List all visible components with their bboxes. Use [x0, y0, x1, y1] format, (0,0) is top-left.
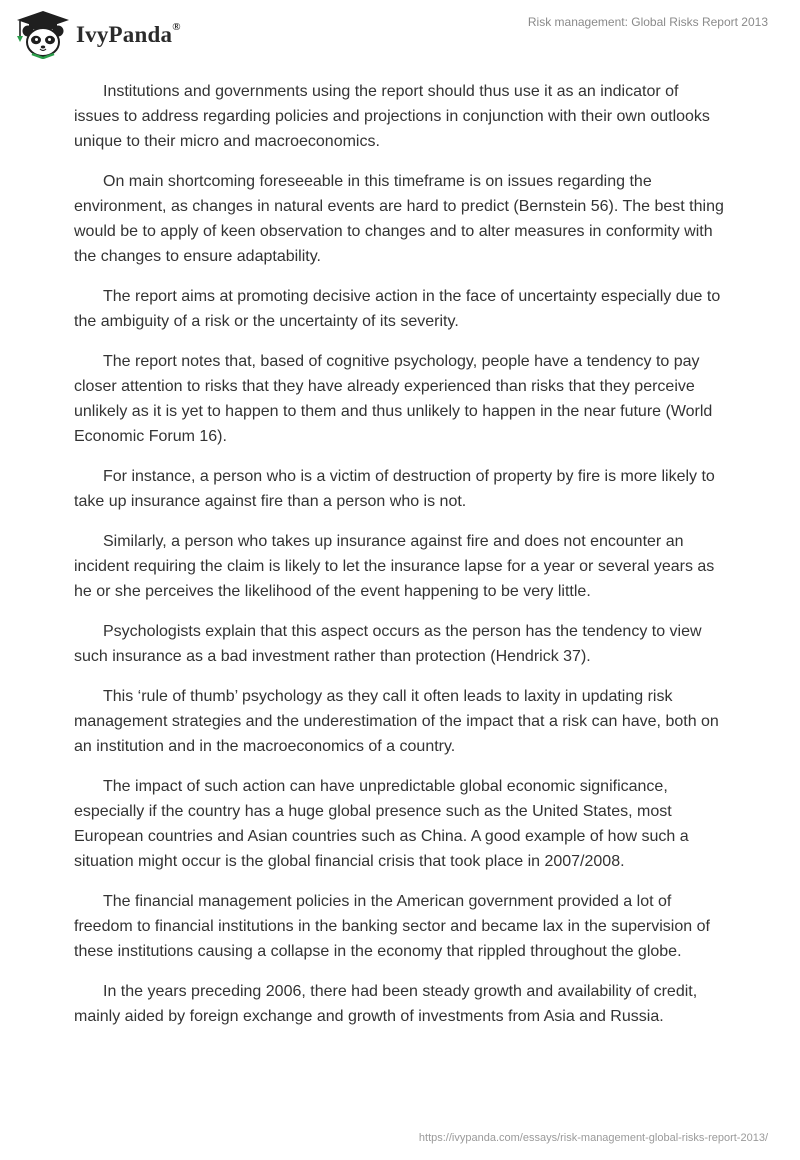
paragraph: The report notes that, based of cognitive psychology, people have a tendency to pay closer attention to risks that they have already experienced than risks that they perceive unlikely as it is yet to happen to them and thus unlikely to happen in the near future (World Economic Forum 16). [74, 353, 713, 445]
paragraph: The report aims at promoting decisive action in the face of uncertainty especially due to the ambiguity of a risk or the uncertainty of its severity. [74, 288, 721, 330]
document-title: Risk management: Global Risks Report 2013 [527, 15, 768, 29]
paragraph: In the years preceding 2006, there had been steady growth and availability of credit, mainly aided by foreign exchange and growth of investments from Asia and Russia. [74, 983, 698, 1025]
brand-name: IvyPanda® [76, 21, 181, 47]
paragraph: For instance, a person who is a victim of destruction of property by fire is more likely to take up insurance against fire than a person who is not. [74, 468, 715, 510]
brand-logo[interactable] [14, 9, 181, 59]
paragraph: The financial management policies in the American government provided a lot of freedom to financial institutions in the banking sector and became lax in the supervision of these institutions causing a collapse in the economy that rippled throughout the globe. [74, 893, 710, 960]
panda-graduate-icon [14, 9, 72, 59]
paragraph: On main shortcoming foreseeable in this timeframe is on issues regarding the environment, as changes in natural events are hard to predict (Bernstein 56). The best thing would be to apply of keen observation to changes and to alter measures in conformity with the changes to ensure adaptability. [74, 173, 724, 265]
paragraph: Psychologists explain that this aspect occurs as the person has the tendency to view such insurance as a bad investment rather than protection (Hendrick 37). [74, 623, 702, 665]
paragraph: This ‘rule of thumb’ psychology as they call it often leads to laxity in updating risk management strategies and the underestimation of the impact that a risk can have, both on an institution and in the macroeconomics of a country. [74, 688, 719, 755]
source-url-link[interactable]: https://ivypanda.com/essays/risk-management-global-risks-report-2013/ [418, 1132, 768, 1144]
page-header [0, 0, 800, 70]
paragraph: The impact of such action can have unpredictable global economic significance, especially if the country has a huge global presence such as the United States, most European countries and Asian countries such as China. A good example of how such a situation might occur is the global financial crisis that took place in 2007/2008. [74, 778, 689, 870]
essay-body [74, 79, 728, 1044]
paragraph: Institutions and governments using the report should thus use it as an indicator of issues to address regarding policies and projections in conjunction with their own outlooks unique to their micro and macroeconomics. [74, 83, 710, 150]
paragraph: Similarly, a person who takes up insurance against fire and does not encounter an incident requiring the claim is likely to let the insurance lapse for a year or several years as he or she perceives the likelihood of the event happening to be very little. [74, 533, 715, 600]
